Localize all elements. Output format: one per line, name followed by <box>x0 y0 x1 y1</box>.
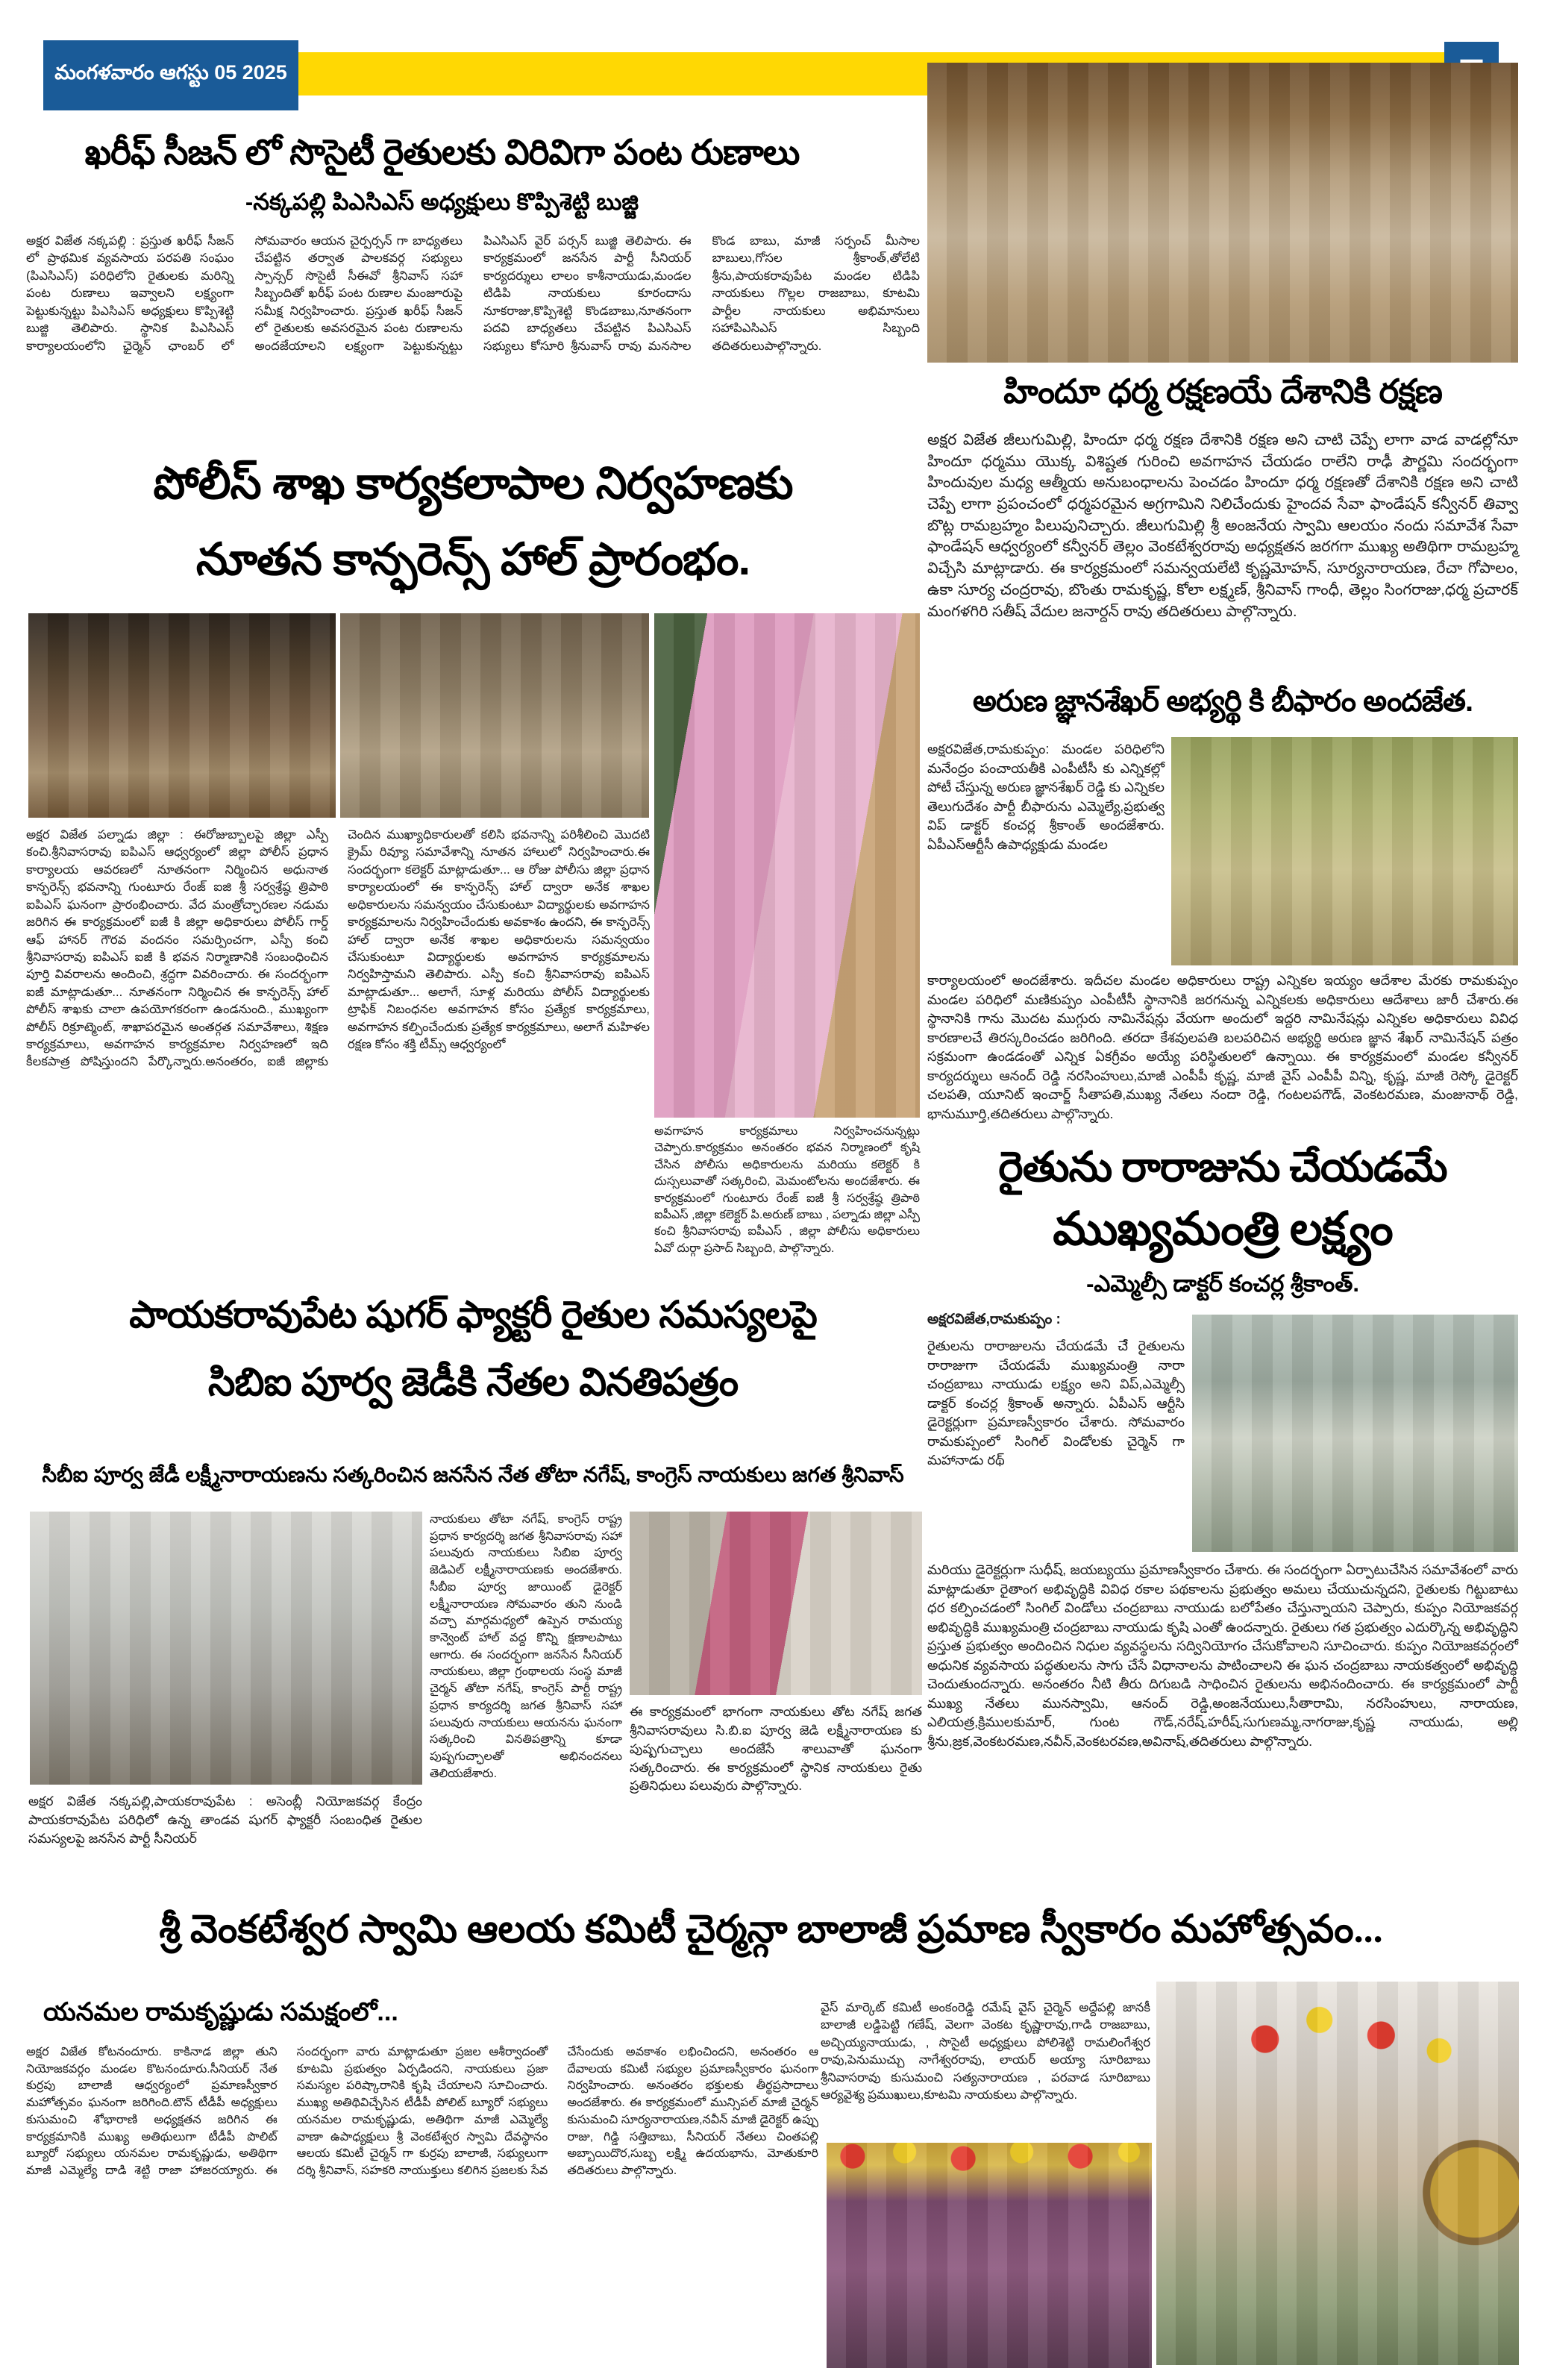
society-body: అక్షర విజేత నక్కపల్లి : ప్రస్తుత ఖరీఫ్ సీజన్ లో ప్రాథమిక వ్యవసాయ పరపతి సంఘం (పిఎసిఎస్) పరిధిలోని రైతులకు మరిన్ని పంట రుణాలు ఇవ్వాలని లక్ష్యంగా పెట్టుకున్నట్టు పిఎసిఎస్ అధ్యక్షులు కొప్పిశెట్టి బుజ్జి తెలిపారు. స్థానిక పిఎసిఎస్ కార్యాలయంలోని ఛైర్మెన్ ఛాంబర్ లో సోమవారం ఆయన చైర్పర్సన్ గా బాధ్యతలు చేపట్టిన తర్వాత పాలకవర్గ సభ్యులు స్పాన్సర్ సొసైటీ సీఈవో శ్రీనివాస్ సహా సిబ్బందితో ఖరీఫ్ పంట రుణాల మంజూరుపై సమీక్ష నిర్వహించారు. ప్రస్తుత ఖరీఫ్ సీజన్ లో రైతులకు అవసరమైన పంట రుణాలను అందజేయాలని లక్ష్యంగా పెట్టుకున్నట్టు పిఎసిఎస్ వైర్ పర్సన్ బుజ్జి తెలిపారు. ఈ కార్యక్రమంలో జనసేన పార్టీ సీనియర్ కార్యదర్శులు లాలం కాశీనాయుడు,మండల టిడిపి నాయకులు కూరందాసు నూకరాజు,కొప్పిశెట్టి కొండబాబు,నూతనంగా పదవి బాధ్యతలు చేపట్టిన పిఎసిఎస్ సభ్యులు కోసూరి శ్రీనువాస్ రావు మనసాల కొండ బాబు, మాజీ సర్పంచ్ మీసాల బాబులు,గోసల శ్రీకాంత్,తోలేటి శ్రీను,పాయకరావుపేట మండల టిడిపి నాయకులు గొల్లల రాజబాబు, కూటమి పార్టీల నాయకులు అభిమానులు సహాపిఎసిఎస్ సిబ్బంది తదితరులుపాల్గొన్నారు. <box>26 234 920 353</box>
cm-dateline: అక్షరవిజేత,రామకుప్పం : <box>927 1312 1061 1327</box>
masthead-date-box <box>43 40 298 110</box>
cm-headline-line1: రైతును రారాజును చేయడమే <box>998 1144 1447 1191</box>
balaji-body: అక్షర విజేత కోటనందూరు. కాకినాడ జిల్లా తుని నియోజకవర్గం మండల కొటనందూరు.సీనియర్ నేత కుర్రపు బాలాజీ ఆధ్వర్యంలో ప్రమాణస్వీకార మహోత్సవం ఘనంగా జరిగింది.టౌన్ టీడీపీ అధ్యక్షులు కుసుమంచి శోభారాణి అధ్యక్షతన జరిగిన ఈ కార్యక్రమానికి ముఖ్య అతిథులుగా టీడీపీ పొలిట్ బ్యూరో సభ్యులు యనమల రామకృష్ణుడు, అతిథిగా మాజీ ఎమ్మెల్యే దాడి శెట్టి రాజా హాజరయ్యారు. ఈ సందర్భంగా వారు మాట్లాడుతూ ప్రజల ఆశీర్వాదంతో కూటమి ప్రభుత్వం ఏర్పడిందని, నాయకులు ప్రజా సమస్యల పరిష్కారానికి కృషి చేయాలని సూచించారు. ముఖ్య అతిథివిచ్చేసిన టీడీపీ పోలిట్ బ్యూరో సభ్యులు యనమల రామకృష్ణుడు, అతిథిగా మాజీ ఎమ్మెల్యే వాణా ఉపాధ్యక్షులు శ్రీ వెంకటేశ్వర స్వామి దేవస్థానం ఆలయ కమిటీ చైర్మన్ గా కుర్రపు బాలాజీ, సభ్యులుగా దర్శి శ్రీనివాస్, సహకరి నాయుక్తులు కలిగిన ప్రజలకు సేవ చేసేందుకు అవకాశం లభించిందని, అనంతరం ఆ దేవాలయ కమిటీ సభ్యుల ప్రమాణస్వీకారం ఘనంగా నిర్వహించారు. అనంతరం భక్తులకు తీర్థప్రసాదాలు అందజేశారు. ఈ కార్యక్రమంలో మున్సిపల్ మాజీ చైర్మన్ కుసుమంచి సూర్యనారాయణ,నవీన్ మాజీ డైరెక్టర్ ఉప్పు రాజు, గిడ్డి సత్తిబాబు, సీనియర్ నేతలు చింతపల్లి అబ్బాయిదొర,సుబ్బ లక్ష్మి ఉదయభాను, మోతుకూరి తదితరులు పాల్గొన్నారు. <box>26 2046 818 2178</box>
date-text: మంగళవారం ఆగస్టు 05 2025 <box>54 61 287 84</box>
cm-subhead: -ఎమ్మెల్సీ డాక్టర్ కంచర్ల శ్రీకాంత్. <box>1086 1271 1359 1297</box>
cm-body-full: మరియు డైరెక్టర్లుగా సుధీష్, జయబ్యయు ప్రమాణస్వీకారం చేశారు. ఈ సందర్భంగా ఏర్పాటుచేసిన సమావేశంలో వారు మాట్లాడుతూ రైతాంగ అభివృద్ధికి వివిధ రకాల పథకాలను ప్రభుత్వం అమలు చేయుచున్నదని, రైతులకు గిట్టుబాటు ధర కల్పించడంలో సింగిల్ విండోలు చంద్రబాబు నాయుడు బలోపేతం చేస్తున్నాయని చెప్పారు, కుప్పం నియోజకవర్గ అభివృద్ధికి ముఖ్యమంత్రి చంద్రబాబు నాయుడు కృషి ఎంతో ఉందన్నారు. రైతులు గత ప్రభుత్వం ఎదుర్కొన్న అభివృద్ధిని ప్రస్తుత ప్రభుత్వం అందించిన నిధుల వ్యవస్థలను సద్వినియోగం చేసుకోవాలని సూచించారు. కుప్పం నియోజకవర్గంలో అధునిక వ్యవసాయ పద్ధతులను సాగు చేసే విధానాలను పాటించాలని ఈ ఘన చంద్రబాబు నాయకత్వంలో అభివృద్ధి చెందుతుందన్నారు. అనంతరం నీటి తీరు దిగుబడి సాధించిన రైతులను అభినందించారు. ఈ కార్యక్రమంలో పార్టీ ముఖ్య నేతలు మునస్వామి, ఆనంద్ రెడ్డి,అంజనేయులు,సీతారామి, నరసింహులు, నారాయణ, ఎలియత్ర,క్రిములకుమార్, గుంట గౌడ్,నరేష్,హరీష్,సుగుణమ్మ,నాగరాజు,కృష్ణ నాయుడు, అల్లి శ్రీను,జ్రక,వెంకటరమణ,నవీన్,వెంకటరవణ,అవినాష్,తదితరులు పాల్గొన్నారు. <box>927 1562 1518 1749</box>
photo-police-dais <box>28 613 336 818</box>
aruna-body-full: కార్యాలయంలో అందజేశారు. ఇదీచల మండల అధికారులు రాష్ట్ర ఎన్నికల ఇయ్యం ఆదేశాల మేరకు రామకుప్పం మండల పరిధిలో మణికుప్పం ఎంపీటీసీ స్థానానికి జరగనున్న ఎన్నికలకు అధికారులు ఆదేశాలు జారీ చేశారు.ఈ స్థానానికి గాను మొదట ముగ్గురు నామినేషన్లు వేయగా అందులో ఇద్దరి నామినేషన్లు ఎన్నికల అధికారులు వివిధ కారణాలచే తిరస్కరించడం జరిగింది. తరదా కేశవులపతి బలపరిచిన అభ్యర్థి అరుణ జ్ఞాన శేఖర్ నామినేషన్ పత్రం సక్రమంగా ఉండడంతో ఎన్నిక ఏకగ్రీవం అయ్యే పరిస్థితులలో ఉన్నాయి. ఈ కార్యక్రమంలో మండల కన్వీనర్ కార్యదర్శులు ఆనంద్ రెడ్డి నరసింహులు,మాజీ ఎంపీపీ కృష్ణ, మాజీ వైస్ ఎంపీపీ విన్ని, కృష్ణ, మాజీ రెస్కో డైరెక్టర్ చలపతి, యూనిట్ ఇంచార్జ్ సీతాపతి,ముఖ్య నేతలు నందా రెడ్డి, గంటలపగౌడ్, వెంకటరమణ, మంజునాథ్ రెడ్డి, భానుమూర్తి,తదితరులు పాల్గొన్నారు. <box>927 973 1518 1121</box>
photo-police-podium <box>654 613 920 1118</box>
sugar-subhead: సీబీఐ పూర్వ జేడీ లక్ష్మీనారాయణను సత్కరించిన జనసేన నేత తోటా నగేష్, కాంగ్రెస్ నాయకులు జగత శ్రీనివాస్ <box>42 1463 904 1486</box>
hindu-body: అక్షర విజేత జీలుగుమిల్లి, హిందూ ధర్మ రక్షణ దేశానికి రక్షణ అని చాటి చెప్పే లాగా వాడ వాడల్లోనూ హిందూ ధర్మము యొక్క విశిష్టత గురించి అవగాహన చేయడం రాలేని రాఢీ పౌర్ణమి సందర్భంగా హిందువుల మధ్య ఆత్మీయ అనుబంధాలను పెంచడం హిందూ ధర్మ రక్షణతో దేశానికి రక్షణ అని చాటి చెప్పే లాగా ప్రపంచంలో ధర్మపరమైన అగ్రగామిని నిలిచేందుకు హైందవ సేవా ఫాండేషన్ కన్వీనర్ తివ్వా బొట్ల రామబ్రహ్మం పిలుపునిచ్చారు. జీలుగుమిల్లి శ్రీ అంజనేయ స్వామి ఆలయం నందు సమావేశ సేవా ఫాండేషన్ ఆధ్వర్యంలో కన్వీనర్ తెల్లం వెంకటేశ్వరరావు అధ్యక్షతన జరగగా ముఖ్య అతిథిగా రామబ్రహ్మ విచ్చేసి మాట్లాడారు. ఈ కార్యక్రమంలో సమన్వయలేటి కృష్ణమోహన్, సూర్యనారాయణ, రేచా గోపాలం, ఉకా సూర్య చంద్రరావు, బొంతు రామకృష్ణ, కోలా లక్ష్మణ్, శ్రీనివాస్ గాంధీ, తెల్లం సింగరాజు,ధర్మ ప్రచారక్ మంగళగిరి సతీష్ వేదుల జనార్దన్ రావు తదితరులు పాల్గొన్నారు. <box>927 431 1518 620</box>
police-photo-caption: అవగాహన కార్యక్రమాలు నిర్వహించనున్నట్లు చెప్పారు.కార్యక్రమం అనంతరం భవన నిర్మాణంలో కృషి చేసిన పోలీసు అధికారులను మరియు కలెక్టర్ కి దుస్సలువాతో సత్కరించి, మెమంటోలను అందజేశారు. ఈ కార్యక్రమంలో గుంటూరు రేంజ్ ఐజీ శ్రీ సర్వశ్రేష్ఠ త్రిపాఠి ఐపీఎస్ ,జిల్లా కలెక్టర్ పి.అరుణ్ బాబు , పల్నాడు జిల్లా ఎస్పీ కంచి శ్రీనివాసరావు ఐపీఎస్ , జిల్లా పోలీసు అధికారులు ఏవో దుర్గా ప్రసాద్ సిబ్బంది, పాల్గొన్నారు. <box>654 1125 920 1255</box>
aruna-headline: అరుణ జ్ఞానశేఖర్ అభ్యర్థి కి బీఫారం అందజేత. <box>972 685 1473 718</box>
photo-sugar-petition <box>30 1512 422 1785</box>
sugar-middle-column: నాయకులు తోటా నగేష్, కాంగ్రెస్ రాష్ట్ర ప్రధాన కార్యదర్శి జగత శ్రీనివాసరావు సహా పలువురు నాయకులు సిబిఐ పూర్వ జెడిఎల్ లక్ష్మీనారాయణకు అందజేశారు. సీబీఐ పూర్వ జాయింట్ డైరెక్టర్ లక్ష్మీనారాయణ సోమవారం తుని నుండి వచ్చా మార్గమధ్యలో ఉప్పెన రామయ్య కాన్వెంట్ హాల్ వద్ద కొన్ని క్షణాలపాటు ఆగారు. ఈ సందర్భంగా జనసేన సీనియర్ నాయకులు, జిల్లా గ్రంథాలయ సంస్థ మాజీ చైర్మన్ తోటా నగేష్, కాంగ్రెస్ పార్టీ రాష్ట్ర ప్రధాన కార్యదర్శి జగత శ్రీనివాస్ సహా పలువురు నాయకులు ఆయనను ఘనంగా సత్కరించి వినతిపత్రాన్ని కూడా పుష్పగుచ్ఛాలతో అభినందనలు తెలియజేశారు. <box>430 1513 622 1780</box>
society-headline: ఖరీఫ్ సీజన్ లో సొసైటీ రైతులకు విరివిగా పంట రుణాలు <box>84 132 800 172</box>
sugar-right-caption: ఈ కార్యక్రమంలో భాగంగా నాయకులు తోట నగేష్ జగత శ్రీనివాసరావులు సి.బి.ఐ పూర్వ జెడి లక్ష్మీనారాయణ కు పుష్పగుచ్చాలు అందజేసే శాలువాతో ఘనంగా సత్కరించారు. ఈ కార్యక్రమంలో స్థానిక నాయకులు రైతు ప్రతినిధులు పలువురు పాల్గొన్నారు. <box>630 1704 922 1794</box>
hindu-headline: హిందూ ధర్మ రక్షణయే దేశానికి రక్షణ <box>1003 372 1442 410</box>
aruna-body-column: అక్షరవిజేత,రామకుప్పం: మండల పరిధిలోని మనేంద్రం పంచాయతీకి ఎంపీటీసీ కు ఎన్నికల్లో పోటీ చేస్తున్న అరుణ జ్ఞానశేఖర్ రెడ్డి కు ఎన్నికల తెలుగుదేశం పార్టీ బీఫారును ఎమ్మెల్యే,ప్రభుత్వ విప్ డాక్టర్ కంచర్ల శ్రీకాంత్ అందజేశారు. ఏపీఎస్ఆర్టీసీ ఉపాధ్యక్షుడు మండల <box>927 742 1165 852</box>
sugar-headline-line2: సిబిఐ పూర్వ జెడీకి నేతల వినతిపత్రం <box>207 1361 739 1404</box>
police-headline-line2: నూతన కాన్ఫరెన్స్ హాల్ ప్రారంభం. <box>195 534 750 584</box>
photo-sugar-honor <box>630 1512 922 1695</box>
photo-cm-swearing <box>1192 1315 1518 1552</box>
balaji-column4: వైస్ మార్కెట్ కమిటీ అంకంరెడ్డి రమేష్ వైస్ చైర్మెన్ అద్దేపల్లి జానకీ బాలాజీ లడ్డిపెట్టి గణేష్, వెలగా వెంకట కృష్ణారావు,గాడి రాజబాబు, అచ్చియ్యనాయుడు, , సొసైటీ అధ్యక్షులు పోలిశెట్టి రామలింగేశ్వర రావు,పెనుముచ్చు నాగేశ్వరరావు, లాయర్ అయ్యా సూరిబాబు శ్రీనివాసరావు కుసుమంచి సత్యనారాయణ , పరవాడ సూరిబాబు ఆర్యవైశ్య ప్రముఖులు,కూటమి నాయకులు పాల్గొన్నారు. <box>821 2001 1150 2102</box>
cm-headline-line2: ముఖ్యమంత్రి లక్ష్యం <box>1053 1204 1393 1255</box>
photo-balaji-stage <box>827 2143 1152 2368</box>
photo-balaji-lamp <box>1156 1982 1519 2365</box>
police-body: అక్షర విజేత పల్నాడు జిల్లా : ఈరోజుబ్బాలపై జిల్లా ఎస్పీ కంచి.శ్రీనివాసరావు ఐపిఎస్ ఆధ్వర్యంలో జిల్లా పోలీస్ ప్రధాన కార్యాలయ ఆవరణలో నూతనంగా నిర్మించిన అధునాత కాన్ఫరెన్స్ భవనాన్ని గుంటూరు రేంజ్ ఐజి శ్రీ సర్వశ్రేష్ఠ త్రిపాఠి ఐపిఎస్ ఘనంగా ప్రారంభించారు. వేద మంత్రోచ్ఛారణల నడుమ జరిగిన ఈ కార్యక్రమంలో ఐజీ కి జిల్లా అధికారులు పోలీస్ గార్డ్ ఆఫ్ హానర్ గౌరవ వందనం సమర్పించగా, ఎస్పీ కంచి శ్రీనివాసరావు ఐపిఎస్ ఐజీ కి భవన నిర్మాణానికి సంబంధించిన పూర్తి వివరాలను అందించి, శ్రద్ధగా వివరించారు. ఈ సందర్భంగా ఐజీ మాట్లాడుతూ... నూతనంగా నిర్మించిన ఈ కాన్ఫరెన్స్ హాల్ పోలీస్ శాఖకు చాలా ఉపయోగకరంగా ఉండనుంది., ముఖ్యంగా పోలీస్ రిక్రూట్మెంట్, శాఖాపరమైన అంతర్గత సమావేశాలు, శిక్షణ కార్యక్రమాలు, అవగాహన కార్యక్రమాల నిర్వహణలో ఇది కీలకపాత్ర పోషిస్తుందని పేర్కొన్నారు.అనంతరం, ఐజీ జిల్లాకు చెందిన ముఖ్యాధికారులతో కలిసి భవనాన్ని పరిశీలించి మొదటి క్రైమ్ రివ్యూ సమావేశాన్ని నూతన హాలులో నిర్వహించారు.ఈ సందర్భంగా కలెక్టర్ మాట్లాడుతూ... ఆ రోజు పోలీసు జిల్లా ప్రధాన కార్యాలయంలో ఈ కాన్ఫరెన్స్ హాల్ ద్వారా అనేక శాఖల అధికారులను సమన్వయం చేసుకుంటూ విద్యార్థులకు అవగాహన కార్యక్రమాలను నిర్వహించేందుకు అవకాశం ఉందని, ఈ కాన్ఫరెన్స్ హాల్ ద్వారా అనేక శాఖల అధికారులను సమన్వయం చేసుకుంటూ విద్యార్థులకు అవగాహన కార్యక్రమాలను నిర్వహిస్తామని తెలిపారు. ఎస్పీ కంచి శ్రీనివాసరావు ఐపిఎస్ మాట్లాడుతూ... అలాగే, సూళ్ల మరియు పోలీస్ విద్యార్థులకు ట్రాఫిక్ నిబంధనల అవగాహన కోసం ప్రత్యేక కార్యక్రమాలు, అవగాహన కల్పించేందుకు ప్రత్యేక కార్యక్రమాలు, అలాగే మహిళల రక్షణ కోసం శక్తి టీమ్స్ ఆధ్వర్యంలో <box>26 828 650 1069</box>
police-headline-line1: పోలీస్ శాఖ కార్యకలాపాల నిర్వహణకు <box>153 458 793 508</box>
photo-police-officers <box>340 613 649 818</box>
sugar-headline-line1: పాయకరావుపేట షుగర్ ఫ్యాక్టరీ రైతుల సమస్యలపై <box>129 1294 817 1335</box>
balaji-headline: శ్రీ వెంకటేశ్వర స్వామి ఆలయ కమిటీ చైర్మన్గా బాలాజీ ప్రమాణ స్వీకారం మహోత్సవం... <box>159 1908 1383 1951</box>
photo-hindu-gathering <box>927 63 1518 363</box>
society-subhead: -నక్కపల్లి పిఎసిఎస్ అధ్యక్షులు కొప్పిశెట్టి బుజ్జి <box>245 189 639 215</box>
sugar-left-text: అక్షర విజేత నక్కపల్లి,పాయకరావుపేట : అసెంబ్లీ నియోజకవర్గ కేంద్రం పాయకరావుపేట పరిధిలో ఉన్న తాండవ షుగర్ ఫ్యాక్టరీ సంబంధిత రైతుల సమస్యలపై జనసేన పార్టీ సీనియర్ <box>28 1794 422 1846</box>
photo-aruna-bform <box>1171 737 1518 965</box>
cm-body-column: రైతులను రారాజులను చేయడమే చేే రైతులను రారాజుగా చేయడమే ముఖ్యమంత్రి నారా చంద్రబాబు నాయుడు లక్ష్యం అని విప్,ఎమ్మెల్సీ డాక్టర్ కంచర్ల శ్రీకాంత్ అన్నారు. ఏపీఎస్ ఆర్టీసి డైరెక్టర్లుగా ప్రమాణస్వీకారం చేశారు. సోమవారం రామకుప్పంలో సింగిల్ విండోలకు చైర్మెన్ గా మహానాడు రథ్ <box>927 1338 1185 1468</box>
balaji-subhead: యనమల రామకృష్ణుడు సమక్షంలో... <box>43 1998 398 2026</box>
